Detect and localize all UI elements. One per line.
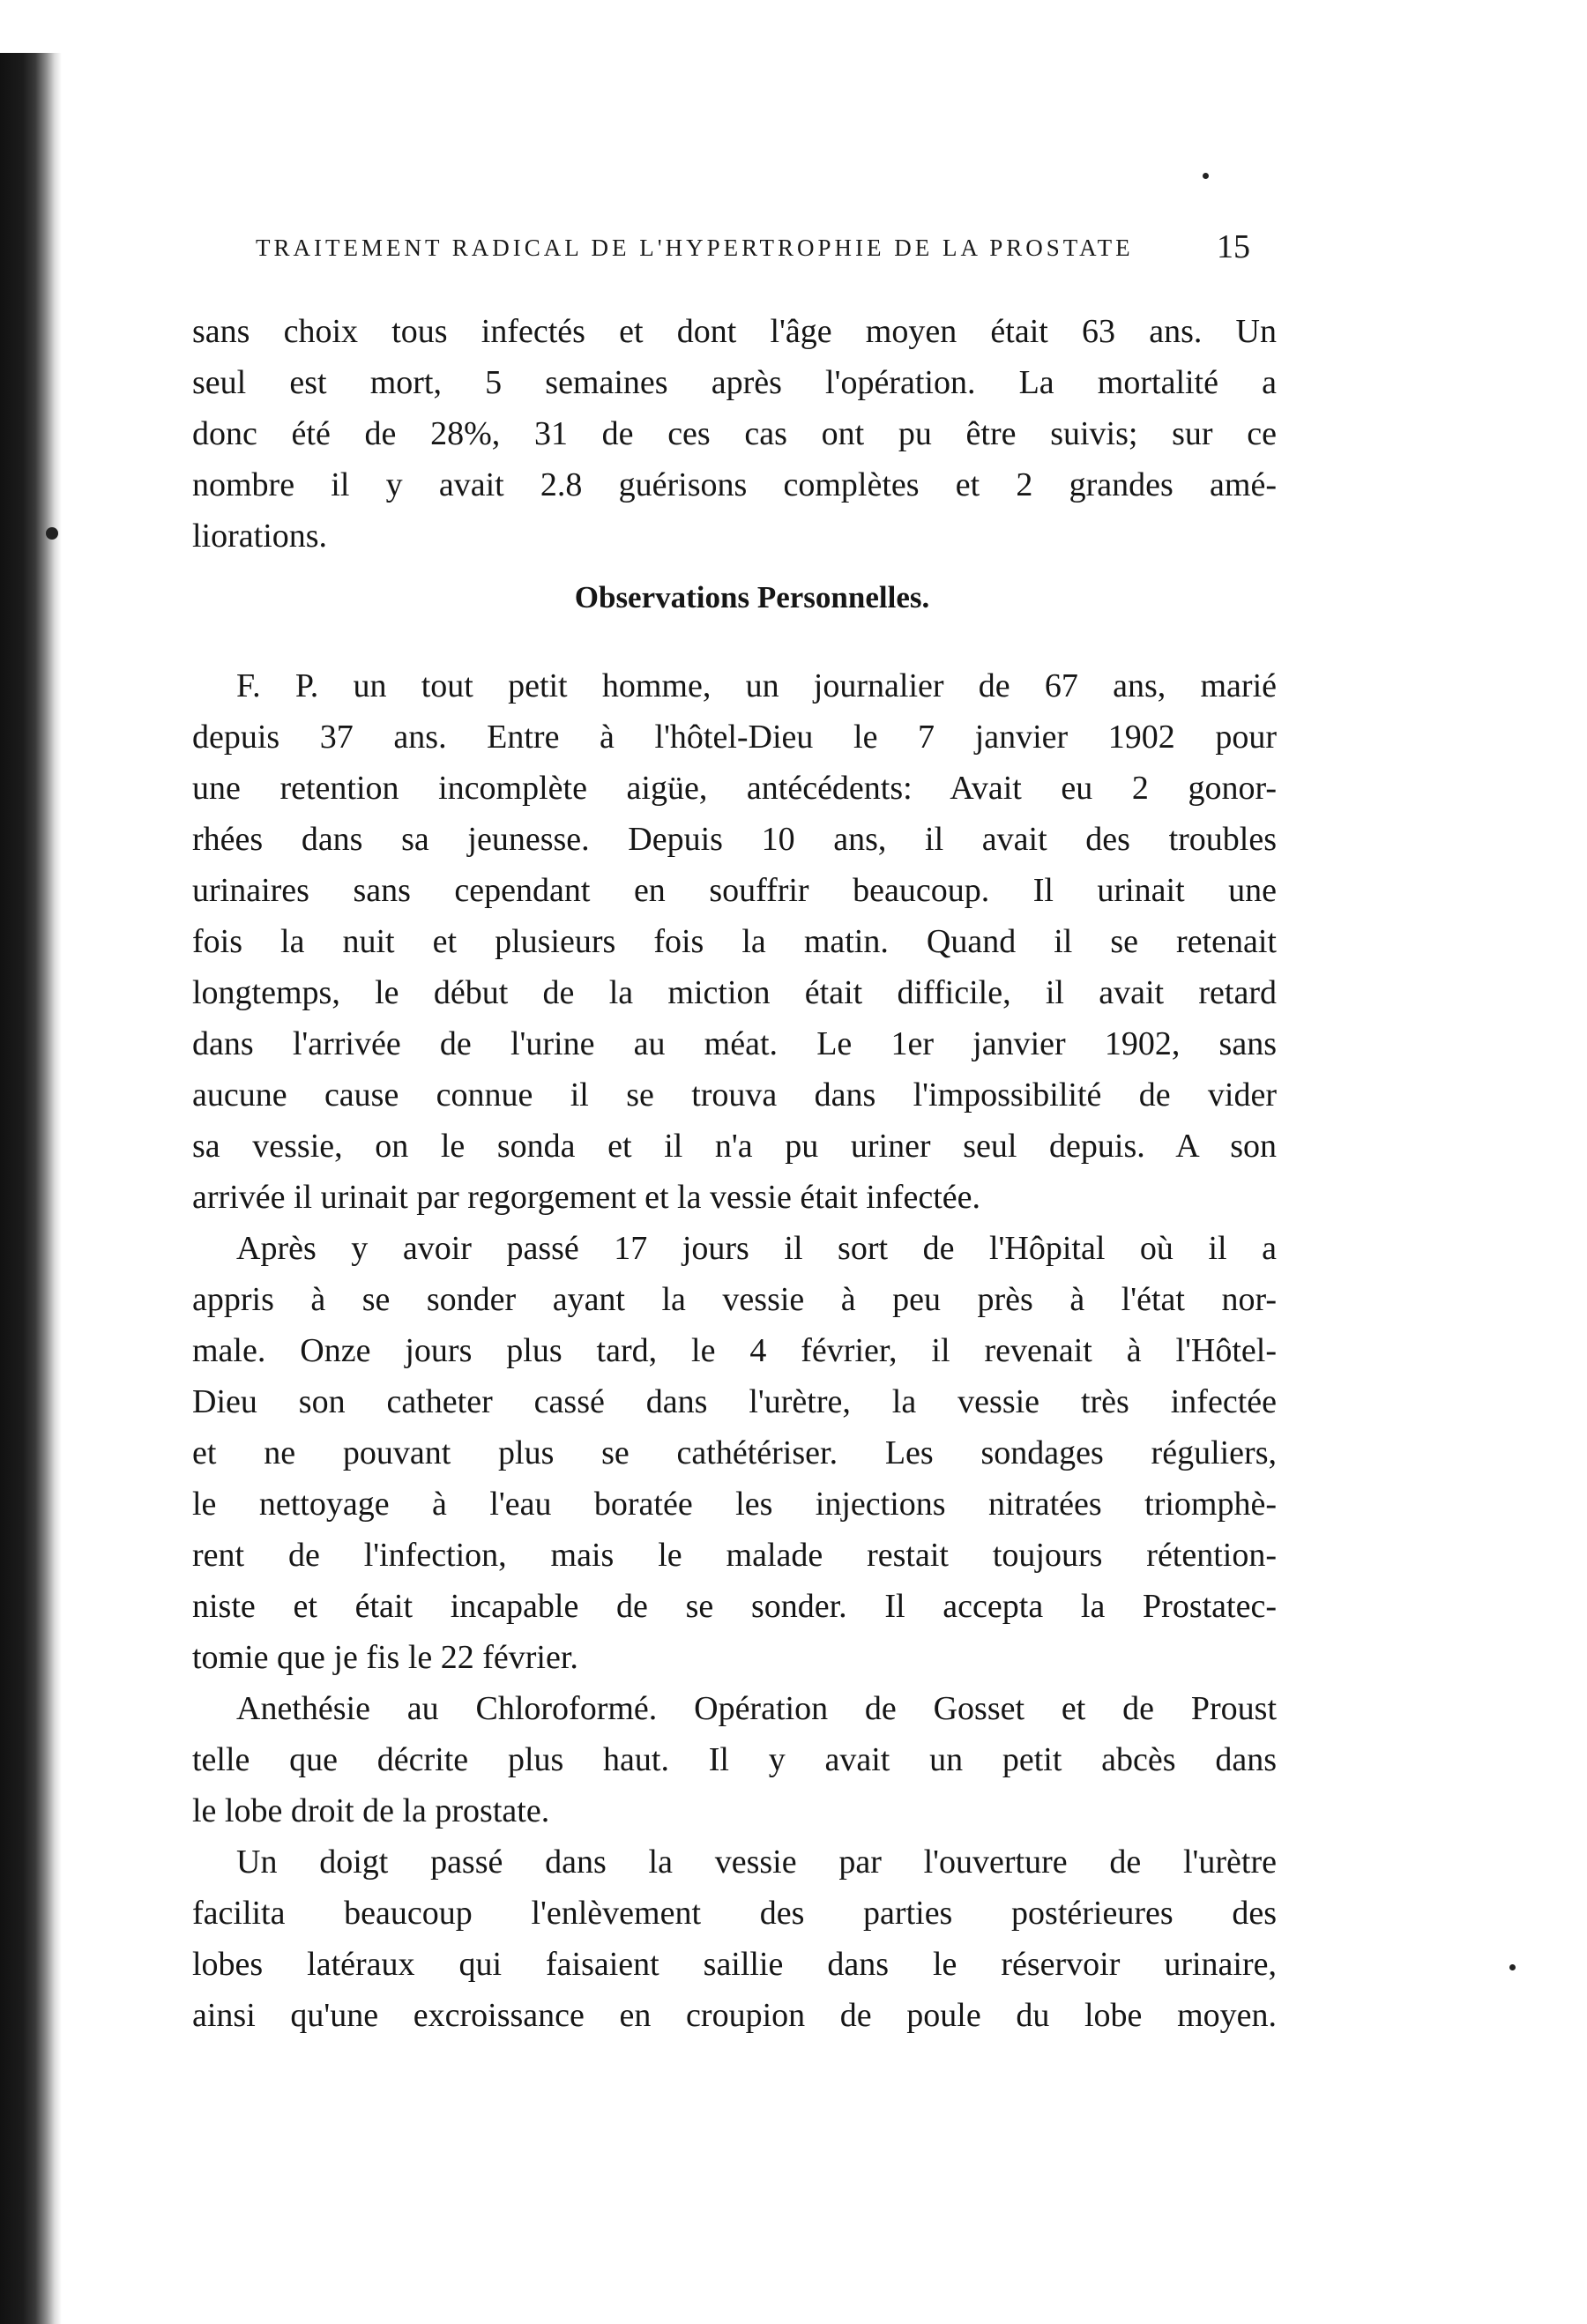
text-line: le nettoyage à l'eau boratée les injections nitratées triomphè- [192,1486,1277,1523]
scan-speck [1203,173,1209,179]
text-line: facilita beaucoup l'enlèvement des parties postérieures des [192,1895,1277,1932]
text-line: sans choix tous infectés et dont l'âge moyen était 63 ans. Un [192,313,1277,350]
text-line: liorations. [192,518,328,555]
heading-spacing [192,634,1277,660]
section-heading: Observations Personnelles. [574,580,930,615]
text-line: urinaires sans cependant en souffrir beaucoup. Il urinait une [192,872,1277,909]
text-line: rhées dans sa jeunesse. Depuis 10 ans, il avait des troubles [192,821,1277,858]
paragraph-case-history [192,660,1277,1223]
text-line: telle que décrite plus haut. Il y avait un petit abcès dans [192,1741,1277,1778]
text-line: Dieu son catheter cassé dans l'urètre, la vessie très infectée [192,1383,1277,1420]
body-text [192,306,1277,2041]
text-line: male. Onze jours plus tard, le 4 février, il revenait à l'Hôtel- [192,1332,1277,1369]
scan-speck [1509,1964,1516,1970]
text-line: Après y avoir passé 17 jours il sort de l'Hôpital où il a [236,1230,1277,1267]
text-line: fois la nuit et plusieurs fois la matin. Quand il se retenait [192,923,1277,960]
text-line: Anethésie au Chloroformé. Opération de Gosset et de Proust [236,1690,1277,1727]
text-line: une retention incomplète aigüe, antécédents: Avait eu 2 gonor- [192,770,1277,807]
text-line: sa vessie, on le sonda et il n'a pu uriner seul depuis. A son [192,1128,1277,1165]
intro-paragraph [192,306,1277,562]
paragraph-procedure [192,1836,1277,2041]
text-line: lobes latéraux qui faisaient saillie dans le réservoir urinaire, [192,1946,1277,1983]
text-line: F. P. un tout petit homme, un journalier de 67 ans, marié [236,667,1277,704]
text-line: nombre il y avait 2.8 guérisons complètes et 2 grandes amé- [192,466,1277,503]
text-line: ainsi qu'une excroissance en croupion de poule du lobe moyen. [192,1997,1277,2034]
text-line: niste et était incapable de se sonder. Il accepta la Prostatec- [192,1588,1277,1625]
text-line: appris à se sonder ayant la vessie à peu près à l'état nor- [192,1281,1277,1318]
paragraph-hospital-return [192,1223,1277,1683]
running-head-title: TRAITEMENT RADICAL DE L'HYPERTROPHIE DE LA PROSTATE [256,235,1134,261]
binding-edge-shadow [0,53,62,2324]
text-line: donc été de 28%, 31 de ces cas ont pu être suivis; sur ce [192,415,1277,452]
binding-hole-mark [46,527,58,540]
text-line: arrivée il urinait par regorgement et la vessie était infectée. [192,1179,980,1216]
page-number: 15 [1217,228,1250,265]
paragraph-anesthesia [192,1683,1277,1836]
text-line: longtemps, le début de la miction était difficile, il avait retard [192,974,1277,1011]
text-line: le lobe droit de la prostate. [192,1792,550,1829]
text-line: rent de l'infection, mais le malade restait toujours rétention- [192,1537,1277,1574]
text-line: Un doigt passé dans la vessie par l'ouverture de l'urètre [236,1844,1277,1881]
text-line: et ne pouvant plus se cathétériser. Les sondages réguliers, [192,1434,1277,1471]
text-line: dans l'arrivée de l'urine au méat. Le 1er janvier 1902, sans [192,1025,1277,1062]
text-line: seul est mort, 5 semaines après l'opération. La mortalité a [192,364,1277,401]
text-line: tomie que je fis le 22 février. [192,1639,578,1676]
text-line: depuis 37 ans. Entre à l'hôtel-Dieu le 7 janvier 1902 pour [192,719,1277,756]
text-line: aucune cause connue il se trouva dans l'impossibilité de vider [192,1076,1277,1114]
